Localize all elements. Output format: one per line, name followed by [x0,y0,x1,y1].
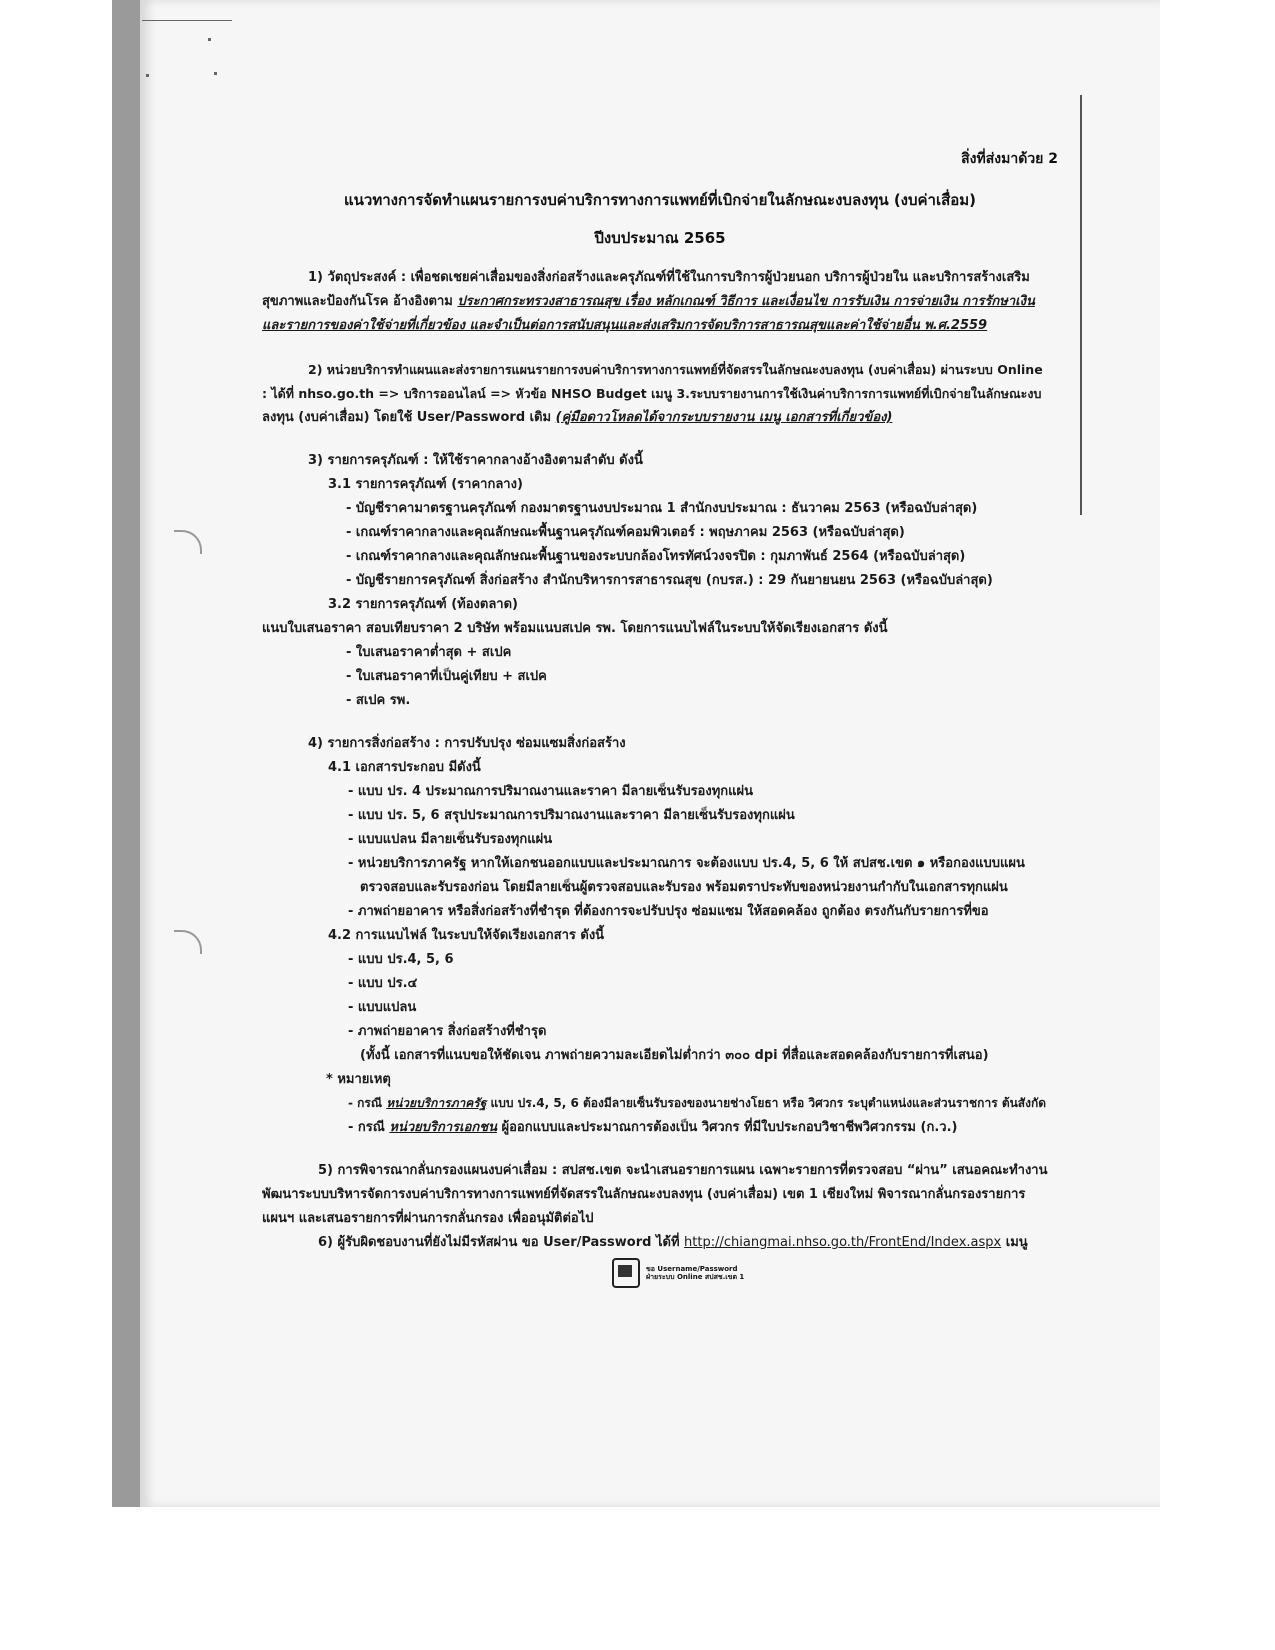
list-item: - ใบเสนอราคาที่เป็นคู่เทียบ + สเปค [346,669,547,684]
list-item: - แบบ ปร.๔ [348,976,418,991]
scan-mark [1080,95,1082,515]
list-item: - แบบแปลน มีลายเซ็นรับรองทุกแผ่น [348,832,553,847]
note-emphasis: หน่วยบริการภาครัฐ [386,1096,487,1110]
section2-line1: 2) หน่วยบริการทำแผนและส่งรายการแผนรายการงบค่าบริการทางการแพทย์ที่จัดสรรในลักษณะงบลงทุน (งบค่าเสื่อม) ผ่านระบบ Online [308,362,1043,377]
list-item: - บัญชีราคามาตรฐานครุภัณฑ์ กองมาตรฐานงบประมาณ 1 สำนักงบประมาณ : ธันวาคม 2563 (หรือฉบับล่าสุด) [346,501,978,516]
section6-text: เมนู [1001,1235,1028,1250]
scan-mark [146,74,149,77]
section5-line2: พัฒนาระบบบริหารจัดการงบค่าบริการทางการแพทย์ที่จัดสรรในลักษณะงบลงทุน (งบค่าเสื่อม) เขต 1 เชียงใหม่ พิจารณากลั่นกรองรายการ [262,1187,1026,1202]
list-item: - บัญชีรายการครุภัณฑ์ สิ่งก่อสร้าง สำนักบริหารการสาธารณสุข (กบรส.) : 29 กันยายนยน 2563 (หรือฉบับล่าสุด) [346,573,993,588]
list-item: - ใบเสนอราคาต่ำสุด + สเปค [346,645,512,660]
logo-caption-line: ฝ่ายระบบ Online สปสช.เขต 1 [646,1273,745,1281]
section5-line1: 5) การพิจารณากลั่นกรองแผนงบค่าเสื่อม : สปสช.เขต จะนำเสนอรายการแผน เฉพาะรายการที่ตรวจสอบ “ผ่าน” เสนอคณะทำงาน [318,1163,1048,1178]
punch-hole [174,930,202,954]
list-item: - แบบ ปร. 5, 6 สรุปประมาณการปริมาณงานและราคา มีลายเซ็นรับรองทุกแผ่น [348,808,795,823]
section1-line1: 1) วัตถุประสงค์ : เพื่อชดเชยค่าเสื่อมของสิ่งก่อสร้างและครุภัณฑ์ที่ใช้ในการบริการผู้ป่วยนอก บริการผู้ป่วยใน และบริการสร้างเสริม [308,270,1030,285]
note-text: แบบ ปร.4, 5, 6 ต้องมีลายเซ็นรับรองของนายช่างโยธา หรือ วิศวกร ระบุตำแหน่งและส่วนราชการ ต้นสังกัด [486,1096,1047,1110]
section3-sub1: 3.1 รายการครุภัณฑ์ (ราคากลาง) [328,477,523,492]
section2-line2: : ได้ที่ nhso.go.th => บริการออนไลน์ => หัวข้อ NHSO Budget เมนู 3.ระบบรายงานการใช้เงินค่าบริการการแพทย์ที่เบิกจ่ายในลักษณะงบ [262,386,1042,401]
note-emphasis: หน่วยบริการเอกชน [389,1120,497,1135]
section4-sub2: 4.2 การแนบไฟล์ ในระบบให้จัดเรียงเอกสาร ดังนี้ [328,928,605,943]
nhso-link[interactable]: http://chiangmai.nhso.go.th/FrontEnd/Index.aspx [684,1235,1002,1250]
list-item: - ภาพถ่ายอาคาร สิ่งก่อสร้างที่ชำรุด [348,1024,547,1039]
punch-hole [174,530,202,554]
section4-heading: 4) รายการสิ่งก่อสร้าง : การปรับปรุง ซ่อมแซมสิ่งก่อสร้าง [308,736,626,751]
scan-mark [214,72,217,75]
section1-line2 [262,295,1035,309]
document-title: แนวทางการจัดทำแผนรายการงบค่าบริการทางการแพทย์ที่เบิกจ่ายในลักษณะงบลงทุน (งบค่าเสื่อม) [343,191,977,209]
note-text: ผู้ออกแบบและประมาณการต้องเป็น วิศวกร ที่มีใบประกอบวิชาชีพวิศวกรรม (ก.ว.) [496,1120,958,1135]
note-heading: * หมายเหตุ [326,1072,391,1087]
list-item: - แบบ ปร. 4 ประมาณการปริมาณงานและราคา มีลายเซ็นรับรองทุกแผ่น [348,784,754,799]
list-item: - แบบ ปร.4, 5, 6 [348,952,454,967]
logo-caption [646,1265,744,1282]
computer-icon [612,1258,640,1288]
section1-line2-text: สุขภาพและป้องกันโรค อ้างอิงตาม [262,294,458,309]
list-item: - แบบแปลน [348,1000,417,1015]
document-subtitle: ปีงบประมาณ 2565 [594,229,726,247]
username-password-menu[interactable] [612,1258,744,1288]
list-item: - ภาพถ่ายอาคาร หรือสิ่งก่อสร้างที่ชำรุด ที่ต้องการจะปรับปรุง ซ่อมแซม ให้สอดคล้อง ถูกต้อง ตรงกันกับรายการที่ขอ [348,904,989,919]
section6-text: 6) ผู้รับผิดชอบงานที่ยังไม่มีรหัสผ่าน ขอ User/Password ได้ที่ [318,1235,685,1250]
attachment-label: สิ่งที่ส่งมาด้วย 2 [961,151,1058,167]
logo-caption-line: ขอ Username/Password [646,1264,738,1273]
section3-sub2: 3.2 รายการครุภัณฑ์ (ท้องตลาด) [328,597,518,612]
section3-sub2-desc: แนบใบเสนอราคา สอบเทียบราคา 2 บริษัท พร้อมแนบสเปค รพ. โดยการแนบไฟล์ในระบบให้จัดเรียงเอกสาร ดังนี้ [262,621,888,636]
section6-line1 [318,1236,1028,1250]
note-item [348,1121,957,1135]
list-item: - หน่วยบริการภาครัฐ หากให้เอกชนออกแบบและประมาณการ จะต้องแบบ ปร.4, 5, 6 ให้ สปสช.เขต ๑ หรือกองแบบแผน [348,856,1025,871]
section1-line3: และรายการของค่าใช้จ่ายที่เกี่ยวข้อง และจำเป็นต่อการสนับสนุนและส่งเสริมการจัดบริการสาธารณสุขและค่าใช้จ่ายอื่น พ.ศ.2559 [262,318,988,333]
note-text: - กรณี [348,1120,390,1135]
scan-mark [208,38,211,41]
list-item: - สเปค รพ. [346,693,411,708]
note-text: - กรณี [348,1096,387,1110]
regulation-reference: ประกาศกระทรวงสาธารณสุข เรื่อง หลักเกณฑ์ วิธีการ และเงื่อนไข การรับเงิน การจ่ายเงิน การรักษาเงิน [457,294,1035,309]
list-item: (ทั้งนี้ เอกสารที่แนบขอให้ชัดเจน ภาพถ่ายความละเอียดไม่ต่ำกว่า ๓๐๐ dpi ที่สื่อและสอดคล้องกับรายการที่เสนอ) [360,1048,989,1063]
note-item [348,1097,1046,1110]
section3-heading: 3) รายการครุภัณฑ์ : ให้ใช้ราคากลางอ้างอิงตามลำดับ ดังนี้ [308,453,643,468]
list-item: - เกณฑ์ราคากลางและคุณลักษณะพื้นฐานของระบบกล้องโทรทัศน์วงจรปิด : กุมภาพันธ์ 2564 (หรือฉบับล่าสุด) [346,549,966,564]
list-item: ตรวจสอบและรับรองก่อน โดยมีลายเซ็นผู้ตรวจสอบและรับรอง พร้อมตราประทับของหน่วยงานกำกับในเอกสารทุกแผ่น [360,880,1008,895]
section4-sub1: 4.1 เอกสารประกอบ มีดังนี้ [328,760,481,775]
section2-line3-text: ลงทุน (งบค่าเสื่อม) โดยใช้ User/Password เดิม [262,410,556,425]
section5-line3: แผนฯ และเสนอรายการที่ผ่านการกลั่นกรอง เพื่ออนุมัติต่อไป [262,1211,594,1226]
scan-mark [142,20,232,21]
list-item: - เกณฑ์ราคากลางและคุณลักษณะพื้นฐานครุภัณฑ์คอมพิวเตอร์ : พฤษภาคม 2563 (หรือฉบับล่าสุด) [346,525,905,540]
section2-line3 [262,411,892,425]
manual-reference: (คู่มือดาวโหลดได้จากระบบรายงาน เมนู เอกสารที่เกี่ยวข้อง) [555,410,893,425]
